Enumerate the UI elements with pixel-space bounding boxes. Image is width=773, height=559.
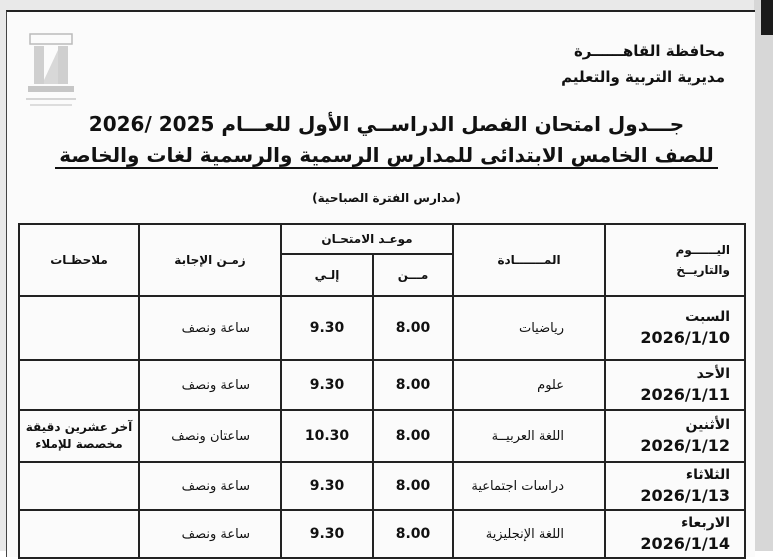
day-name: السبت xyxy=(685,309,730,325)
exam-date: 2026/1/11 xyxy=(640,385,730,404)
table-row xyxy=(19,360,745,410)
directorate-label: مديرية التربية والتعليم xyxy=(561,68,725,86)
notes-cell xyxy=(19,410,139,462)
day-name: الاربعاء xyxy=(681,515,730,531)
exam-date: 2026/1/10 xyxy=(640,328,730,347)
table-row xyxy=(19,462,745,510)
duration-cell: ساعة ونصف xyxy=(139,296,281,360)
start-time-cell: 8.00 xyxy=(373,296,453,360)
subject-header: المـــــــادة xyxy=(453,224,605,296)
day-name: الأثنين xyxy=(685,417,730,433)
document-subtitle-grade xyxy=(0,143,773,167)
notes-cell xyxy=(19,462,139,510)
exam-date: 2026/1/12 xyxy=(640,436,730,455)
duration-cell: ساعة ونصف xyxy=(139,510,281,558)
start-time-cell: 8.00 xyxy=(373,410,453,462)
ministry-logo-icon xyxy=(20,30,82,112)
from-header: مـــن xyxy=(373,254,453,296)
start-time-cell: 8.00 xyxy=(373,510,453,558)
subject-cell: رياضيات xyxy=(453,296,605,360)
duration-cell: ساعة ونصف xyxy=(139,360,281,410)
governorate-label: محافظة القاهــــــرة xyxy=(573,42,725,60)
document-title: جـــدول امتحان الفصل الدراســي الأول للعـــام 2025 /2026 xyxy=(88,112,685,136)
day-date-header xyxy=(605,224,745,296)
notes-cell xyxy=(19,360,139,410)
header-block xyxy=(561,38,725,90)
exam-schedule-table xyxy=(18,223,746,559)
start-time-cell: 8.00 xyxy=(373,462,453,510)
note-line-2: مخصصة للإملاء xyxy=(35,437,123,451)
duration-cell: ساعة ونصف xyxy=(139,462,281,510)
end-time-cell: 9.30 xyxy=(281,360,373,410)
subject-cell: اللغة الإنجليزية xyxy=(453,510,605,558)
table-row xyxy=(19,410,745,462)
subject-cell: دراسات اجتماعية xyxy=(453,462,605,510)
notes-cell xyxy=(19,296,139,360)
to-header: إلـي xyxy=(281,254,373,296)
end-time-cell: 9.30 xyxy=(281,296,373,360)
day-cell xyxy=(605,296,745,360)
end-time-cell: 9.30 xyxy=(281,462,373,510)
day-cell xyxy=(605,360,745,410)
end-time-cell: 10.30 xyxy=(281,410,373,462)
exam-time-header: موعـد الامتحـان xyxy=(281,224,453,254)
exam-date: 2026/1/13 xyxy=(640,486,730,505)
subject-cell: علوم xyxy=(453,360,605,410)
paper-edge xyxy=(754,0,773,551)
notes-header: ملاحظـات xyxy=(19,224,139,296)
dark-corner xyxy=(761,0,773,35)
day-cell xyxy=(605,410,745,462)
grade-line: للصف الخامس الابتدائى للمدارس الرسمية والرسمية لغات والخاصة xyxy=(55,143,717,169)
end-time-cell: 9.30 xyxy=(281,510,373,558)
duration-cell: ساعتان ونصف xyxy=(139,410,281,462)
day-header: اليــــــوم xyxy=(675,243,730,257)
start-time-cell: 8.00 xyxy=(373,360,453,410)
shift-label: (مدارس الفترة الصباحية) xyxy=(312,191,461,205)
note-line-1: آخر عشرين دقيقة xyxy=(25,420,133,434)
subject-cell: اللغة العربيــة xyxy=(453,410,605,462)
table-header-row xyxy=(19,224,745,254)
exam-date: 2026/1/14 xyxy=(640,534,730,553)
day-name: الأحد xyxy=(696,366,730,382)
day-cell xyxy=(605,462,745,510)
date-header: والتاريــخ xyxy=(676,263,730,277)
table-row xyxy=(19,296,745,360)
duration-header: زمـن الإجابة xyxy=(139,224,281,296)
day-name: الثلاثاء xyxy=(685,467,730,483)
